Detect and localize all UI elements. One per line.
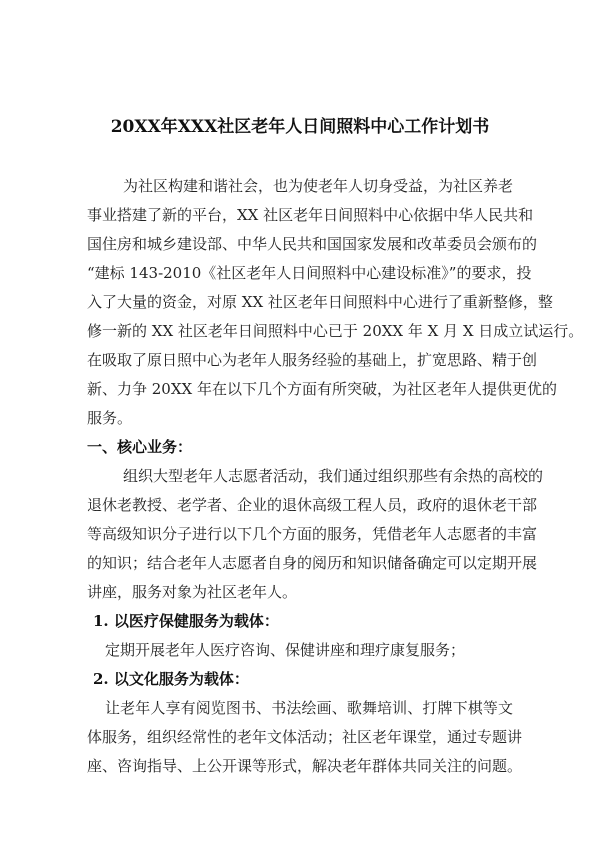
paragraph-line: 服务。: [87, 409, 133, 427]
paragraph-line: 讲座，服务对象为社区老年人。: [87, 583, 298, 601]
paragraph-line: 入了大量的资金，对原 XX 社区老年日间照料中心进行了重新整修，整: [87, 293, 553, 311]
paragraph-line: “建标 143-2010《社区老年人日间照料中心建设标准》”的要求，投: [87, 264, 532, 282]
section-heading: 一、核心业务：: [87, 438, 193, 456]
paragraph-line: 事业搭建了新的平台，XX 社区老年日间照料中心依据中华人民共和: [87, 206, 534, 224]
paragraph-line: 体服务，组织经常性的老年文体活动；社区老年课堂，通过专题讲: [87, 728, 523, 746]
paragraph-line: 新、力争 20XX 年在以下几个方面有所突破，为社区老年人提供更优的: [87, 380, 557, 398]
paragraph-line: 国住房和城乡建设部、中华人民共和国国家发展和改革委员会颁布的: [87, 235, 538, 253]
paragraph-line: 让老年人享有阅览图书、书法绘画、歌舞培训、打牌下棋等文: [105, 699, 513, 717]
document-title: 20XX年XXX社区老年人日间照料中心工作计划书: [110, 117, 490, 137]
paragraph-line: 退休老教授、老学者、企业的退休高级工程人员，政府的退休老干部: [87, 496, 538, 514]
subsection-heading: 2. 以文化服务为载体：: [93, 670, 249, 688]
subsection-heading: 1. 以医疗保健服务为载体：: [93, 612, 279, 630]
paragraph-line: 修一新的 XX 社区老年日间照料中心已于 20XX 年 X 月 X 日成立试运行。: [87, 322, 584, 340]
paragraph-line: 组织大型老年人志愿者活动，我们通过组织那些有余热的高校的: [123, 467, 544, 485]
paragraph-line: 的知识；结合老年人志愿者自身的阅历和知识储备确定可以定期开展: [87, 554, 538, 572]
paragraph-line: 为社区构建和谐社会，也为使老年人切身受益，为社区养老: [123, 177, 514, 195]
paragraph-line: 在吸取了原日照中心为老年人服务经验的基础上，扩宽思路、精于创: [87, 351, 538, 369]
paragraph-line: 等高级知识分子进行以下几个方面的服务，凭借老年人志愿者的丰富: [87, 525, 538, 543]
paragraph-line: 座、咨询指导、上公开课等形式，解决老年群体共同关注的问题。: [87, 757, 523, 775]
paragraph-line: 定期开展老年人医疗咨询、保健讲座和理疗康复服务；: [105, 641, 466, 659]
